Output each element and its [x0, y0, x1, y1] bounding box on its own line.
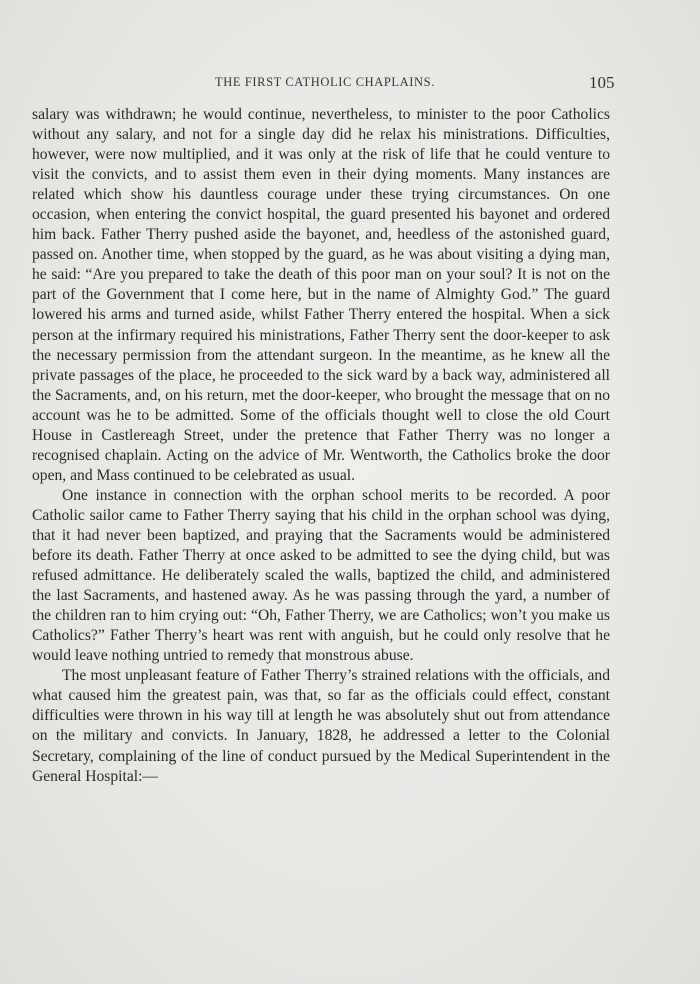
paragraph-1: salary was withdrawn; he would continue, nevertheless, to minister to the poor Catholics without any salary, and not for a single day did he relax his ministrations. Difficulties, however, were now multiplied, and it was only at the risk of life that he could venture to visit the convicts, and to assist them even in their dying moments. Many instances are related which show his dauntless courage under these trying circumstances. On one occasion, when entering the convict hospital, the guard presented his bayonet and ordered him back. Father Therry pushed aside the bayonet, and, heedless of the astonished guard, passed on. Another time, when stopped by the guard, as he was about visiting a dying man, he said: “Are you prepared to take the death of this poor man on your soul? It is not on the part of the Government that I come here, but in the name of Almighty God.” The guard lowered his arms and turned aside, whilst Father Therry entered the hospital. When a sick person at the infirmary required his ministrations, Father Therry sent the door-keeper to ask the necessary permission from the attendant surgeon. In the meantime, as he knew all the private passages of the place, he proceeded to the sick ward by a back way, administered all the Sacraments, and, on his return, met the door-keeper, who brought the message that on no account was he to be admitted. Some of the officials thought well to close the old Court House in Castlereagh Street, under the pretence that Father Therry was no longer a recognised chaplain. Acting on the advice of Mr. Wentworth, the Catholics broke the door open, and Mass continued to be celebrated as usual.: [32, 106, 610, 484]
paragraph-3: The most unpleasant feature of Father Therry’s strained relations with the officials, and what caused him the greatest pain, was that, so far as the officials could effect, constant difficulties were thrown in his way till at length he was absolutely shut out from attendance on the military and convicts. In January, 1828, he addressed a letter to the Colonial Secretary, complaining of the line of conduct pursued by the Medical Superintendent in the General Hospital:—: [32, 667, 610, 785]
paragraph-2: One instance in connection with the orphan school merits to be recorded. A poor Catholic sailor came to Father Therry saying that his child in the orphan school was dying, that it had never been baptized, and praying that the Sacraments would be administered before its death. Father Therry at once asked to be admitted to see the dying child, but was refused admittance. He deliberately scaled the walls, baptized the child, and administered the last Sacraments, and hastened away. As he was passing through the yard, a number of the children ran to him crying out: “Oh, Father Therry, we are Catholics; won’t you make us Catholics?” Father Therry’s heart was rent with anguish, but he could only resolve that he would leave nothing untried to remedy that monstrous abuse.: [32, 486, 610, 665]
body-text: [32, 105, 610, 787]
page-number: 105: [589, 73, 615, 92]
running-head-title: THE FIRST CATHOLIC CHAPLAINS.: [215, 75, 435, 89]
